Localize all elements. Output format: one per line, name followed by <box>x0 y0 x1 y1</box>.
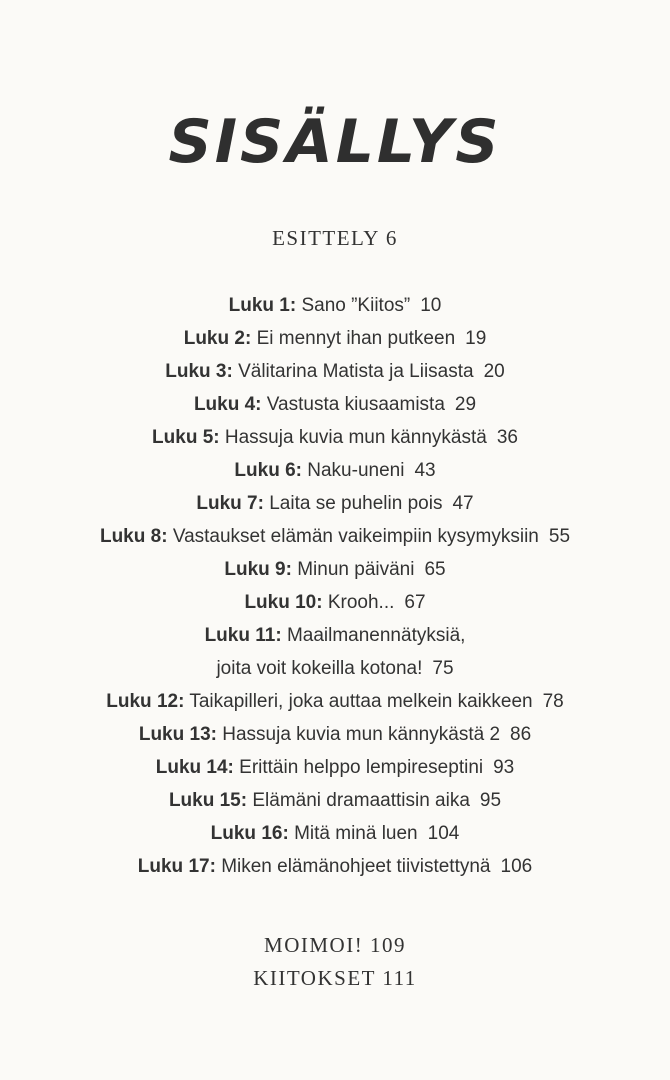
chapter-entry <box>0 751 670 784</box>
chapter-label: Luku 13: <box>138 724 217 745</box>
chapter-entry <box>0 553 670 586</box>
chapter-label: Luku 2: <box>183 328 252 349</box>
chapter-title: Elämäni dramaattisin aika <box>252 790 470 811</box>
intro-page: 6 <box>385 226 398 250</box>
end-section-page-number: 111 <box>382 966 417 990</box>
chapter-entry <box>0 421 670 454</box>
end-section-page-number: 109 <box>369 933 406 957</box>
chapter-page-number: 104 <box>427 823 460 844</box>
chapter-label: Luku 17: <box>137 856 216 877</box>
chapter-entry <box>0 586 670 619</box>
chapter-entry <box>0 784 670 817</box>
chapter-page-number: 36 <box>496 427 518 448</box>
chapter-title: Ei mennyt ihan putkeen <box>256 328 456 349</box>
chapter-page-number: 20 <box>483 361 505 382</box>
chapter-entry <box>0 289 670 322</box>
chapter-entry <box>0 850 670 883</box>
chapter-page-number: 10 <box>420 295 442 316</box>
chapter-entry <box>0 652 670 685</box>
end-section-label: KIITOKSET <box>253 966 376 990</box>
end-section-entry <box>0 929 670 962</box>
chapter-title: Krooh... <box>327 592 395 613</box>
chapter-label: Luku 12: <box>106 691 185 712</box>
intro-label: ESITTELY <box>272 226 380 250</box>
page-title: SISÄLLYS <box>168 107 502 177</box>
chapter-label: Luku 3: <box>165 361 233 382</box>
chapter-page-number: 65 <box>424 559 446 580</box>
chapter-label: Luku 1: <box>228 295 297 316</box>
chapter-page-number: 78 <box>542 691 564 712</box>
chapter-page-number: 67 <box>404 592 426 613</box>
chapter-title: Miken elämänohjeet tiivistettynä <box>221 856 491 877</box>
chapter-label: Luku 15: <box>168 790 248 811</box>
chapter-title: Välitarina Matista ja Liisasta <box>238 361 474 382</box>
chapter-entry <box>0 454 670 487</box>
chapter-title: Minun päiväni <box>297 559 415 580</box>
chapter-entry <box>0 685 670 718</box>
chapter-entry <box>0 487 670 520</box>
chapter-list <box>0 289 670 883</box>
chapter-title: Sano ”Kiitos” <box>301 295 411 316</box>
chapter-page-number: 19 <box>465 328 487 349</box>
chapter-page-number: 106 <box>500 856 533 877</box>
chapter-title: Erittäin helppo lempireseptini <box>239 757 484 778</box>
chapter-page-number: 93 <box>493 757 515 778</box>
chapter-title: Vastusta kiusaamista <box>266 394 445 415</box>
end-section-label: MOIMOI! <box>264 933 364 957</box>
chapter-title: Taikapilleri, joka auttaa melkein kaikkeen <box>189 691 533 712</box>
chapter-page-number: 95 <box>479 790 502 811</box>
chapter-label: Luku 4: <box>193 394 262 415</box>
chapter-title: Hassuja kuvia mun kännykästä <box>224 427 487 448</box>
chapter-page-number: 29 <box>454 394 477 415</box>
chapter-title: Mitä minä luen <box>294 823 418 844</box>
chapter-label: Luku 5: <box>152 427 220 448</box>
chapter-entry <box>0 718 670 751</box>
chapter-label: Luku 7: <box>196 493 264 514</box>
chapter-label: Luku 16: <box>210 823 289 844</box>
chapter-label: Luku 6: <box>234 460 302 481</box>
chapter-title: joita voit kokeilla kotona! <box>216 658 423 679</box>
chapter-page-number: 75 <box>432 658 454 679</box>
chapter-title: Laita se puhelin pois <box>269 493 443 514</box>
chapter-entry <box>0 355 670 388</box>
chapter-label: Luku 11: <box>204 625 282 646</box>
chapter-page-number: 86 <box>510 724 532 745</box>
chapter-page-number: 55 <box>548 526 571 547</box>
chapter-label: Luku 14: <box>155 757 234 778</box>
chapter-label: Luku 8: <box>99 526 168 547</box>
chapter-title: Maailmanennätyksiä, <box>286 625 466 646</box>
chapter-entry <box>0 520 670 553</box>
chapter-title: Naku-uneni <box>307 460 405 481</box>
intro-entry <box>0 226 670 251</box>
chapter-page-number: 43 <box>414 460 436 481</box>
chapter-entry <box>0 322 670 355</box>
chapter-title: Vastaukset elämän vaikeimpiin kysymyksiin <box>172 526 539 547</box>
end-section-entry <box>0 962 670 995</box>
chapter-label: Luku 9: <box>224 559 292 580</box>
chapter-title: Hassuja kuvia mun kännykästä 2 <box>222 724 501 745</box>
chapter-entry <box>0 388 670 421</box>
chapter-page-number: 47 <box>452 493 474 514</box>
chapter-entry <box>0 619 670 652</box>
end-section-list <box>0 929 670 995</box>
chapter-entry <box>0 817 670 850</box>
chapter-label: Luku 10: <box>244 592 323 613</box>
